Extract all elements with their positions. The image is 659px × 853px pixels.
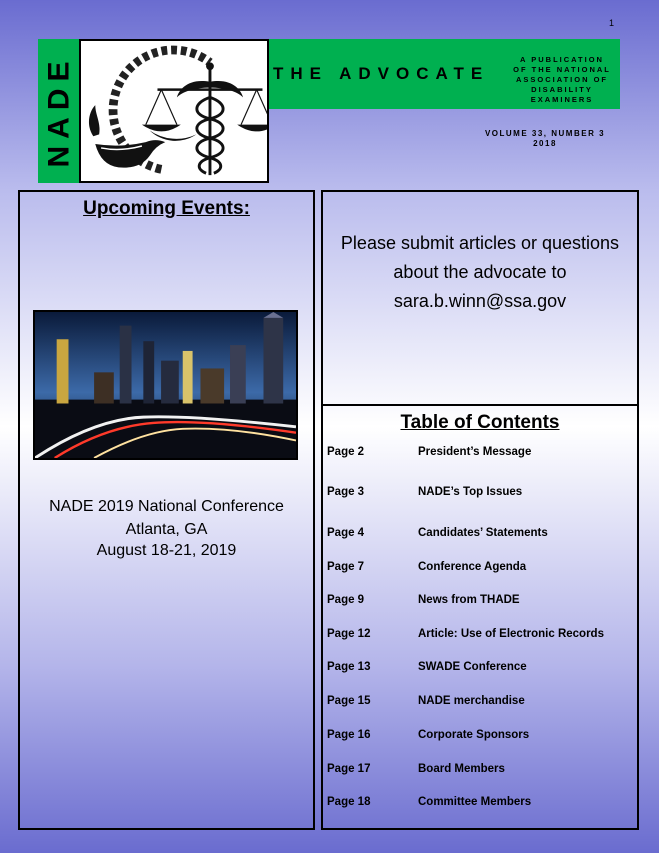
toc-page-number: Page 4 (327, 527, 365, 539)
toc-page-number: Page 13 (327, 661, 371, 673)
publication-line: A PUBLICATION (520, 55, 604, 64)
publication-line: EXAMINERS (530, 95, 594, 104)
submission-email[interactable]: sara.b.winn@ssa.gov (393, 291, 567, 311)
upcoming-events-heading: Upcoming Events: (83, 198, 250, 219)
toc-article-title: News from THADE (418, 594, 520, 606)
issue-info (470, 129, 620, 149)
publication-line: DISABILITY (531, 85, 593, 94)
conference-location: Atlanta, GA (125, 521, 208, 538)
publication-tagline (508, 55, 616, 105)
toc-entry[interactable] (327, 628, 627, 644)
toc-entry[interactable] (327, 729, 627, 745)
toc-page-number: Page 2 (327, 446, 365, 458)
toc-article-title: SWADE Conference (418, 661, 527, 673)
toc-entry[interactable] (327, 527, 627, 543)
toc-entry[interactable] (327, 594, 627, 610)
toc-page-number: Page 3 (327, 486, 365, 498)
toc-article-title: Candidates’ Statements (418, 527, 548, 539)
toc-article-title: Board Members (418, 763, 505, 775)
toc-page-number: Page 18 (327, 796, 371, 808)
newsletter-title: THE ADVOCATE (273, 64, 490, 83)
toc-article-title: NADE’s Top Issues (418, 486, 523, 498)
toc-article-title: Corporate Sponsors (418, 729, 530, 741)
toc-article-title: President’s Message (418, 446, 532, 458)
toc-entry[interactable] (327, 661, 627, 677)
toc-entry[interactable] (327, 763, 627, 779)
toc-page-number: Page 17 (327, 763, 371, 775)
issue-year: 2018 (533, 139, 557, 148)
toc-article-title: Conference Agenda (418, 561, 527, 573)
toc-page-number: Page 12 (327, 628, 371, 640)
toc-page-number: Page 15 (327, 695, 371, 707)
toc-article-title: Article: Use of Electronic Records (418, 628, 604, 640)
publication-line: OF THE NATIONAL (513, 65, 611, 74)
toc-entry[interactable] (327, 695, 627, 711)
scales-caduceus-lamp-gear-icon (81, 41, 267, 181)
city-skyline-icon (35, 312, 296, 458)
toc-page-number: Page 7 (327, 561, 365, 573)
conference-title: NADE 2019 National Conference (49, 498, 284, 515)
toc-entry[interactable] (327, 486, 627, 502)
toc-entry[interactable] (327, 446, 627, 462)
atlanta-skyline-photo (33, 310, 298, 460)
toc-page-number: Page 9 (327, 594, 365, 606)
nade-logo (79, 39, 269, 183)
nade-vertical-text: NADE (42, 54, 76, 168)
page-number: 1 (609, 18, 615, 28)
toc-page-number: Page 16 (327, 729, 371, 741)
toc-entry[interactable] (327, 561, 627, 577)
toc-article-title: Committee Members (418, 796, 532, 808)
submission-line: about the advocate to (393, 262, 567, 282)
submission-notice (321, 229, 639, 316)
volume-number: VOLUME 33, NUMBER 3 (484, 129, 606, 138)
table-of-contents-heading: Table of Contents (400, 412, 560, 433)
conference-dates: August 18-21, 2019 (96, 542, 237, 559)
toc-article-title: NADE merchandise (418, 695, 525, 707)
publication-line: ASSOCIATION OF (515, 75, 609, 84)
submission-line: Please submit articles or questions (340, 233, 620, 253)
toc-entry[interactable] (327, 796, 627, 812)
nade-vertical-label (38, 39, 80, 183)
